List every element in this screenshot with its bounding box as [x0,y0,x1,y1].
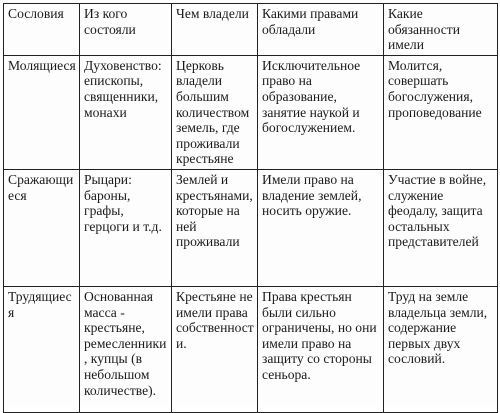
cell-duties: Молится, совершать богослужения, проповедование [384,55,498,169]
table-header-row [4,4,498,56]
cell-estate: Молящиеся [4,55,80,169]
cell-possessions: Церковь владели большим количеством земель, где проживали крестьяне [172,55,258,169]
cell-possessions: Землей и крестьянами, которые на ней проживали [172,169,258,286]
table-row [4,286,498,412]
cell-composition: Основанная масса - крестьяне, ремесленники, купцы (в небольшом количестве). [80,286,172,412]
cell-possessions: Крестьяне не имели права собственности. [172,286,258,412]
cell-duties: Труд на земле владельца земли, содержание первых двух сословий. [384,286,498,412]
cell-rights: Права крестьян были сильно ограничены, но они имели право на защиту со стороны сеньора. [258,286,384,412]
header-estates: Сословия [4,4,80,56]
cell-composition: Рыцари: бароны, графы, герцоги и т.д. [80,169,172,286]
cell-duties: Участие в войне, служение феодалу, защита остальных представителей [384,169,498,286]
header-duties: Какие обязанности имели [384,4,498,56]
header-possessions: Чем владели [172,4,258,56]
cell-rights: Имели право на владение землей, носить оружие. [258,169,384,286]
table-row [4,169,498,286]
table-row [4,55,498,169]
header-rights: Какими правами обладали [258,4,384,56]
cell-rights: Исключительное право на образование, занятие наукой и богослужением. [258,55,384,169]
cell-composition: Духовенство: епископы, священники, монахи [80,55,172,169]
cell-estate: Трудящиеся [4,286,80,412]
cell-estate: Сражающиеся [4,169,80,286]
header-composition: Из кого состояли [80,4,172,56]
estates-table [3,3,498,413]
